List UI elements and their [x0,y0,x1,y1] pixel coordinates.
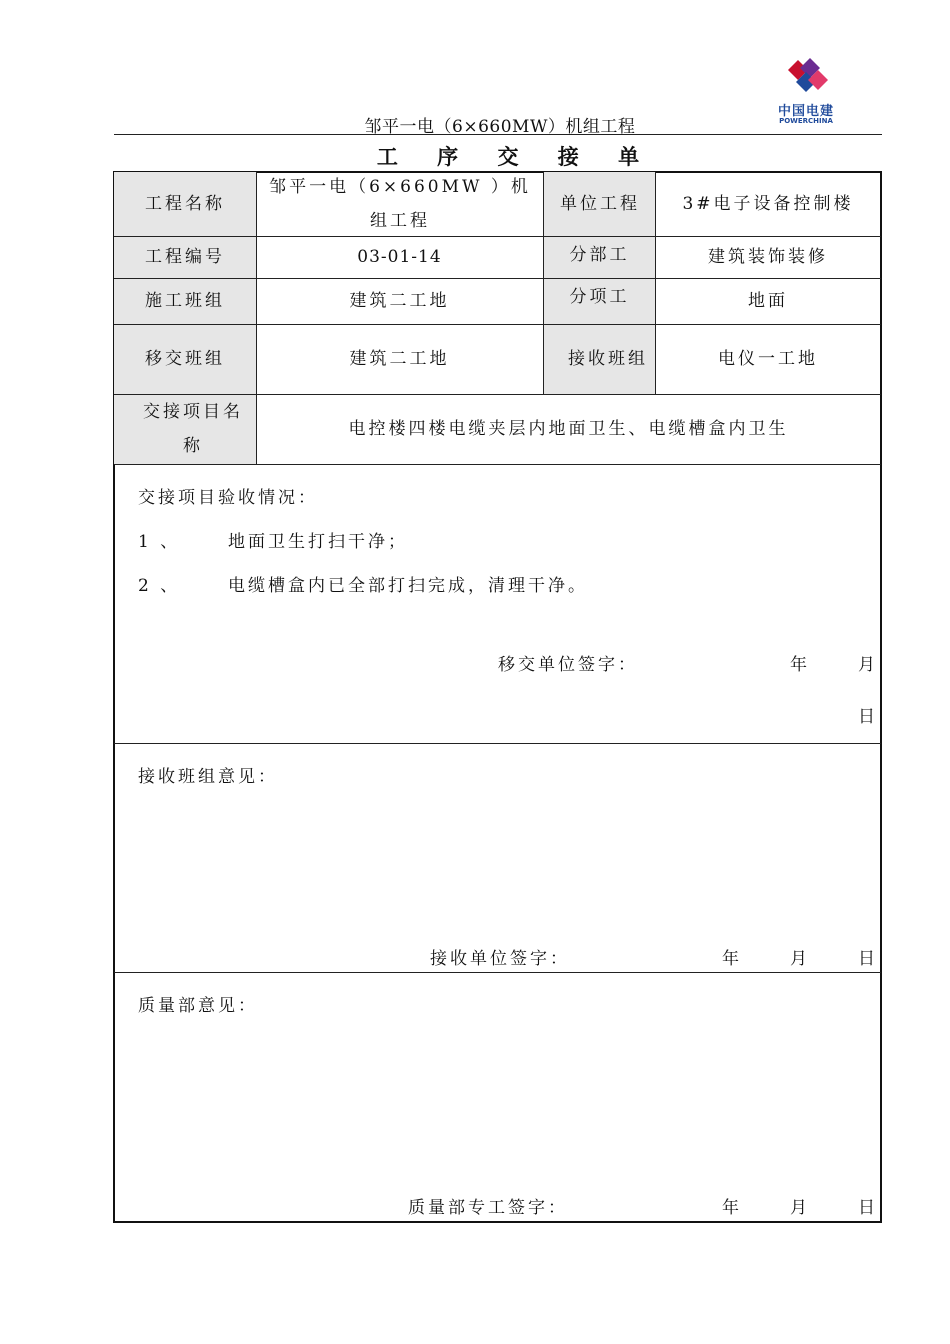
label-sub-division: 分部工 [569,245,630,265]
handover-sign-year: 年 [790,655,810,675]
logo-text-cn: 中国电建 [777,104,834,119]
quality-sign-day: 日 [858,1198,878,1218]
value-sub-item: 地面 [748,291,788,311]
label-handover-item: 交接项目名称 [143,402,243,456]
handover-sign-day: 日 [858,707,878,727]
label-sub-item: 分项工 [569,287,630,307]
quality-sign-month: 月 [790,1198,810,1218]
value-unit-project: 3#电子设备控制楼 [682,194,854,214]
label-project-name: 工程名称 [145,194,225,214]
acceptance-item-1-num: 1 、 [138,532,181,552]
form-title: 工 序 交 接 单 [376,144,656,169]
acceptance-item-2-text: 电缆槽盒内已全部打扫完成，清理干净。 [228,576,588,596]
handover-sign-month: 月 [858,655,878,675]
label-handover-team: 移交班组 [145,349,225,369]
receiving-sign-day: 日 [858,949,878,969]
page-header [0,0,950,140]
value-receiving-team: 电仪一工地 [718,349,818,369]
receiving-sign-month: 月 [790,949,810,969]
receiving-sign-label: 接收单位签字： [430,949,570,969]
acceptance-heading: 交接项目验收情况： [138,488,318,508]
value-handover-item: 电控楼四楼电缆夹层内地面卫生、电缆槽盒内卫生 [348,419,789,439]
powerchina-logo [766,54,846,128]
quality-sign-label: 质量部专工签字： [408,1198,568,1218]
row-line [114,464,881,465]
logo-mark-icon [780,54,832,100]
receiving-sign-year: 年 [722,949,742,969]
acceptance-item-1-text: 地面卫生打扫干净； [228,532,408,552]
value-sub-division: 建筑装饰装修 [708,247,828,267]
handover-sign-label: 移交单位签字： [498,655,638,675]
quality-sign-year: 年 [722,1198,742,1218]
acceptance-item-2-num: 2 、 [138,576,181,596]
label-project-no: 工程编号 [145,247,225,267]
label-construction-team: 施工班组 [145,291,225,311]
row-line [114,743,881,744]
label-unit-project: 单位工程 [560,194,640,214]
quality-opinion-heading: 质量部意见： [138,996,258,1016]
row-line [114,972,881,973]
value-handover-team: 建筑二工地 [349,349,450,369]
value-project-no: 03-01-14 [357,247,442,267]
value-construction-team: 建筑二工地 [349,291,450,311]
label-receiving-team: 接收班组 [568,349,648,369]
project-title: 邹平一电（6×660MW）机组工程 [364,117,636,137]
header-divider [114,134,882,135]
value-project-name: 邹平一电（6×660MW ）机组工程 [269,177,531,231]
logo-text-en: POWERCHINA [779,117,833,125]
receiving-opinion-heading: 接收班组意见： [138,767,278,787]
